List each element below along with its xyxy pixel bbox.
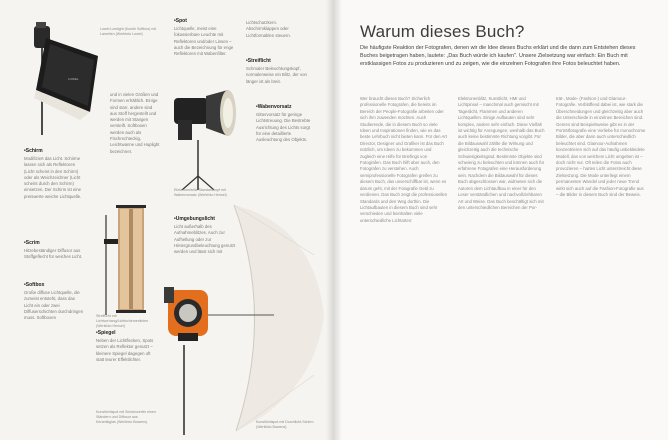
softbox-photo xyxy=(20,20,100,135)
book-gutter xyxy=(326,0,342,440)
body-column-3: trät-, Mode- (Fashion-) und Glamour-Fotografie. Verblüffend dabei ist, wie stark die Überschneidungen und gleichzeitig aber auch die Unterschiede in einzelnen Bereichen sind. Genres sind Beispielsweise gibt es in der Porträtfotografie eine Vorliebe für monochrome Bilder, die aber dann auch unterschiedlich beleuchtet sind. Glamour-Aufnahmen konzentrieren sich auf das häufig unbekleidete Modell, das von welchem Licht umgeben ist – doch nicht nur. Oft teilen die Fotos auch provozieren – hartes Licht unterstreicht diese Zielsetzung. Die Mode unterliegt einem permanenten Wandel und jeder neue Trend wirkt sich auch auf die Fashion-Fotografie aus – die Bilder in diesem Buch sind der Beweis. xyxy=(556,96,646,198)
umgebungslicht-text: Licht außerhalb des Aufnahmeblitzes. Auch zur Aufhellung oder zur Hintergrundbeleuchtung genutzt werden und lässt sich mit xyxy=(174,224,236,255)
umgebungslicht-heading: •Umgebungslicht xyxy=(174,216,215,222)
softbox-text: Große diffuse Lichtquelle, die zumeist entsteht, dass das Licht ein oder zwei Diffuserschichten durchdringen muss. Softboxen xyxy=(24,290,84,321)
scrim-text: Hitzebeständiger Diffusor aus Stoffgeflecht für weiches Licht. xyxy=(24,248,83,260)
schirm-text: Modifiziert das Licht. Schirme lassen sich als Reflektoren (Licht scheint in den Schirm) oder als Weichzeichner (Licht scheint durch den Schirm) einsetzen. Der Schirm ist eine preiswerte weiche Lichtquelle. xyxy=(24,156,82,199)
spot-text: Lichtquelle, meist eine fokussierbare Leuchte mit Reflektoren und/oder Linsen – auch die Bezeichnung für enge Reflektoren mit Wabenfilter. xyxy=(174,26,234,57)
streiflicht-heading: •Streiflicht xyxy=(246,58,271,64)
intro-paragraph: Die häufigste Reaktion der Fotografen, denen wir die Idee dieses Buchs erklärt und die dann zum Entstehen dieses Buches beigetragen haben, lautete: „Das Buch würde ich kaufen". Unsere Zielsetzung war einfach: Ein Buch mit erstklassigen Fotos zu produzieren und zu zeigen, wie die einzelnen Fotografen ihre Fotos beleuchtet haben. xyxy=(360,45,636,67)
spiegel-heading: •Spiegel xyxy=(96,330,116,336)
lichtschutz-text: Lichtschutzkern. Abschirmklappen oder Lichtformablen steuern. xyxy=(246,20,291,38)
wabenvorsatz-heading: •Wabenvorsatz xyxy=(256,104,292,110)
striplight-photo xyxy=(100,205,148,315)
spot-photo xyxy=(168,90,248,190)
spiegel-text: Neben der Lichtflecken, Spots setzen als Reflektor genutzt – kleinere Spiegel dagegen oft statt teurer Effektlichter. xyxy=(96,338,154,362)
chapter-title: Warum dieses Buch? xyxy=(360,22,525,41)
spot-heading: •Spot xyxy=(174,18,187,24)
schirm-heading: •Schirm xyxy=(24,148,43,154)
softbox-heading: •Softbox xyxy=(24,282,45,288)
svg-text:LOWEL: LOWEL xyxy=(68,77,79,81)
caption-spot: Elektronenblitz Standardkopf mit Wabenvorsatz (Werkfoto Hensel) xyxy=(174,188,227,197)
softbox-continued-text: und in vielen Größen und Formen erhältlich. Einige sind starr, andere sind aus Stoff hergestellt und werden mit Stangen versteift. Softboxen werden auch als Fischrechteckig, Leichtwanne und Huplight bezeichnet. xyxy=(110,92,160,154)
caption-redhead: Kunstlichtspot mit Scheinwerfer einen Ständern und Diffusor aus Keramikglas (Werkfoto Bowens) xyxy=(96,410,156,424)
caption-softbox: Lowel Lowlight (Kombi Softbox) mit Lamellen (Werkfoto Lowel) xyxy=(100,27,157,36)
streiflicht-text: Schmaler Beleuchtungskopf, normalerweise ein Blitz, der von länger ist als breit. xyxy=(246,66,307,84)
wabenvorsatz-text: Gittervorsatz für geringe Lichtstreuung. Die Bestrebte Ausrichtung des Lichts sorgt für eine detaillierte Ausleuchtung des Objekts. xyxy=(256,112,311,143)
body-column-2: Elektronenblitz, Kunstlicht, HMI und Lichtpinsel – manchmal auch gemischt mit Tageslicht, Flammen und anderen Lichtquellen. Einige Aufbauten sind sehr komplex, andere sehr einfach. Diese Vielfalt ist wichtig für Anregungen, weshalb das Buch auch keine bestimmte Richtung vorgibt. Für die Bildauswahl zählte die Wirkung und gleichzeitig auch die technische Schwierigkeitsgrad. Bestimmte Objekte sind schwierig zu beleuchten und können auch für erfahrene Fotografen eine Herausforderung sein. Nachdem die Bildauswahl für dieses Buch abgeschlossen war, widmeten sich die Autoren dem Lichtaufbau in einer für den Leser verständlichen und nachvollziehbaren Art und Weise. Das Buch beschäftigt sich mit den unterschiedlichen Bereichen der Por- xyxy=(458,96,545,210)
scrim-heading: •Scrim xyxy=(24,240,40,246)
caption-umbrella: Kunstlichtspot mit Durchlicht-Schirm (Werkfoto Bowens) xyxy=(256,420,314,429)
caption-striplight: Streiflicht mit Lichtvorhang/Lichtschirmenlinien (Werkfoto Hensel) xyxy=(96,314,149,328)
body-column-1: Wer braucht dieses Buch? Sicherlich professionelle Fotografen, die bereits im Bereich der People-Fotografie arbeiten oder sich ihm zuwenden möchten. Auch Studierende, die in diesem Buch so viele Ideen und Inspirationen finden, wie es das beste Lehrbuch nicht bieten kann. Für den Art Director, Designer und Grafiker ist das Buch nützlich, um Ideen zu bekommen und zugleich eine Hilfe für Briefings von Fotografen. Das Buch hilft aber auch, den Fotografen zu verstehen. Auch semiprofessionelle Fotografen greifen zu diesem Buch, das unverschiffbar ist, wenn es darum geht, mit der Fotografie Geld zu verdienen. Das Buch zeigt die professionellen Standards und den Weg dorthin. Die Lichtaufbauten in diesem Buch sind sehr verschieden und beinhalten viele unterschiedliche Lichtarten: xyxy=(360,96,448,223)
